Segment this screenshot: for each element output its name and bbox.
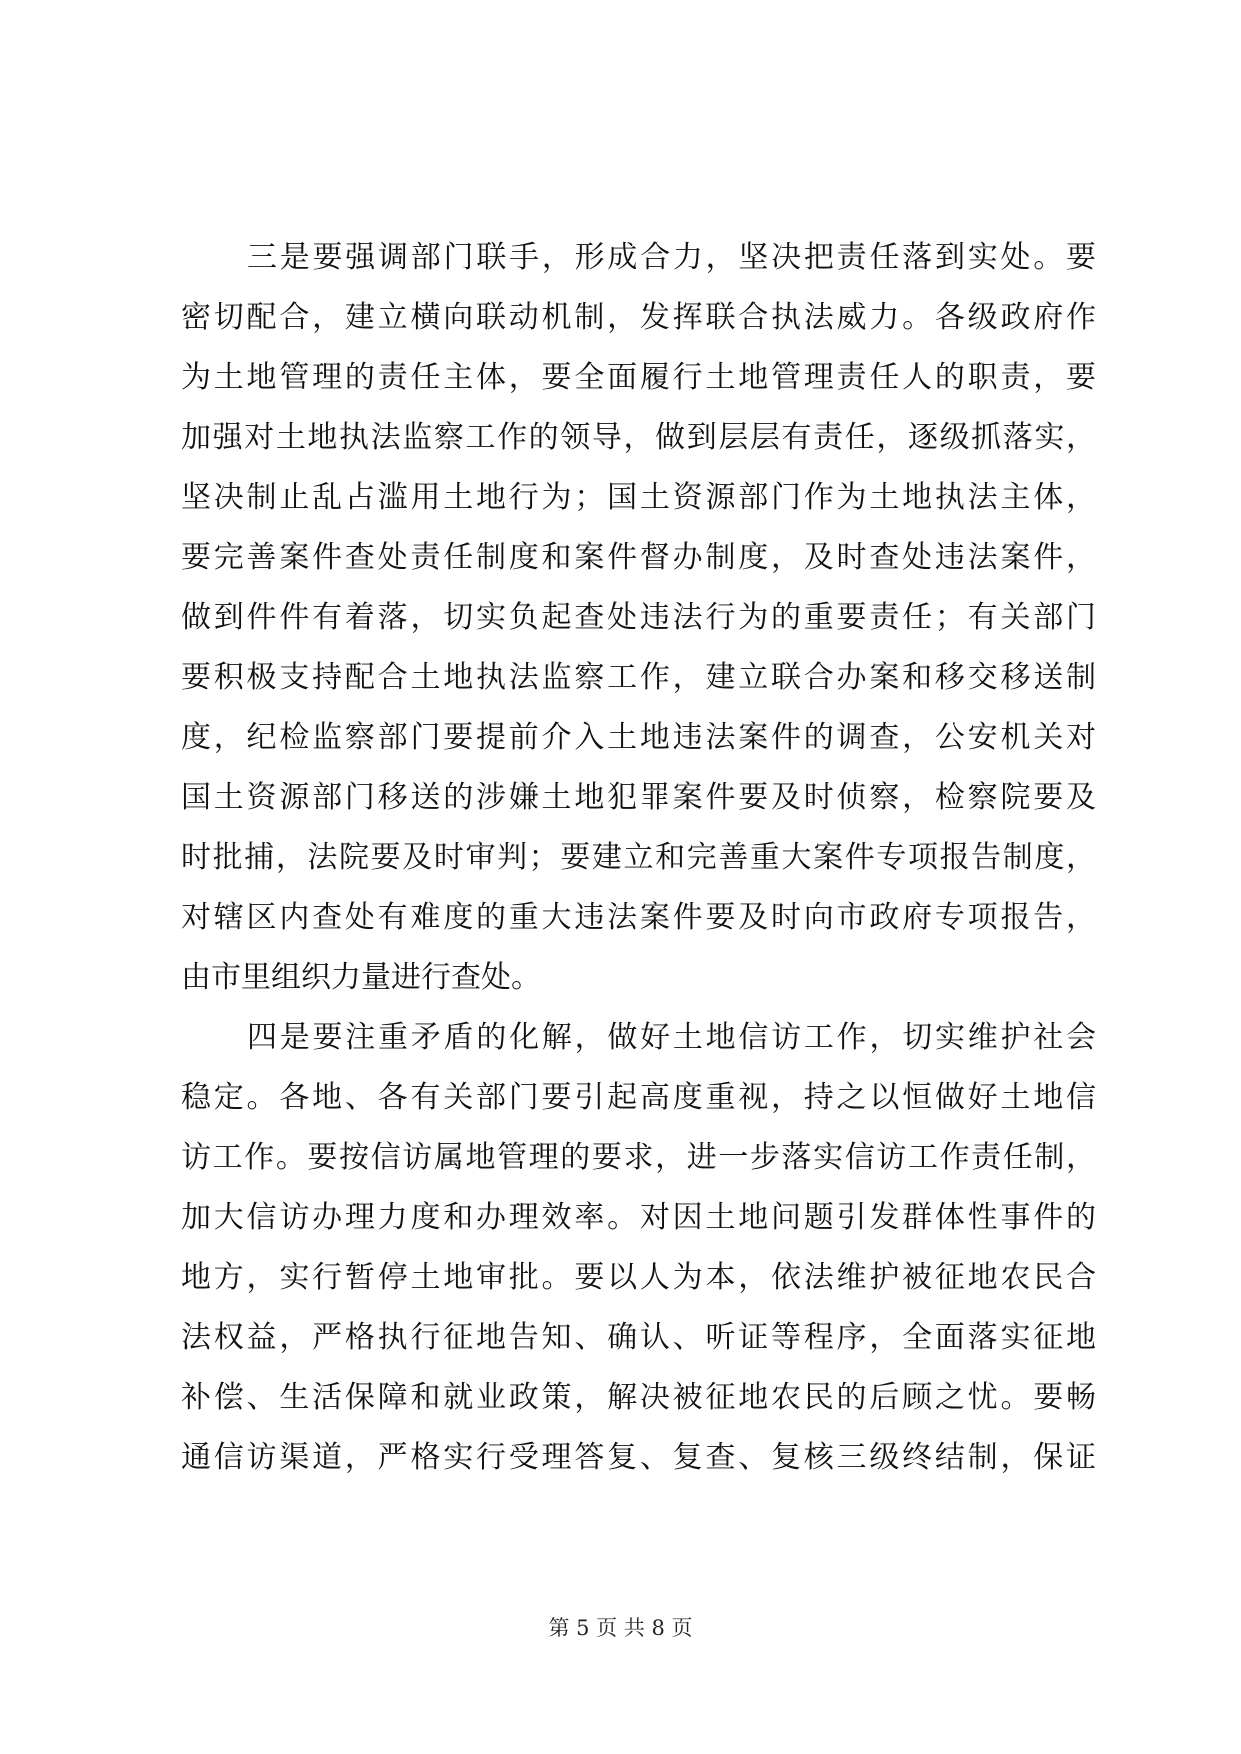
text-line: 地方，实行暂停土地审批。要以人为本，依法维护被征地农民合 [181,1260,1096,1295]
text-line: 为土地管理的责任主体，要全面履行土地管理责任人的职责，要 [181,360,1096,395]
text-line: 国土资源部门移送的涉嫌土地犯罪案件要及时侦察，检察院要及 [181,780,1096,815]
text-line: 三是要强调部门联手，形成合力，坚决把责任落到实处。要 [247,240,1096,275]
text-line: 对辖区内查处有难度的重大违法案件要及时向市政府专项报告， [181,900,1096,935]
text-line: 要积极支持配合土地执法监察工作，建立联合办案和移交移送制 [181,660,1096,695]
text-line: 访工作。要按信访属地管理的要求，进一步落实信访工作责任制， [181,1140,1096,1175]
paragraph-2 [181,1008,1096,1488]
text-line: 加大信访办理力度和办理效率。对因土地问题引发群体性事件的 [181,1200,1096,1235]
text-line: 做到件件有着落，切实负起查处违法行为的重要责任；有关部门 [181,600,1096,635]
paragraph-1 [181,228,1096,1008]
text-line: 通信访渠道，严格实行受理答复、复查、复核三级终结制，保证 [181,1440,1096,1475]
text-line: 密切配合，建立横向联动机制，发挥联合执法威力。各级政府作 [181,300,1096,335]
text-line: 时批捕，法院要及时审判；要建立和完善重大案件专项报告制度， [181,840,1096,875]
text-line: 四是要注重矛盾的化解，做好土地信访工作，切实维护社会 [247,1020,1096,1055]
text-line: 补偿、生活保障和就业政策，解决被征地农民的后顾之忧。要畅 [181,1380,1096,1415]
body-text [181,228,1096,1488]
text-line: 稳定。各地、各有关部门要引起高度重视，持之以恒做好土地信 [181,1080,1096,1115]
text-line: 由市里组织力量进行查处。 [181,960,541,995]
text-line: 坚决制止乱占滥用土地行为；国土资源部门作为土地执法主体， [181,480,1096,515]
text-line: 度，纪检监察部门要提前介入土地违法案件的调查，公安机关对 [181,720,1096,755]
text-line: 要完善案件查处责任制度和案件督办制度，及时查处违法案件， [181,540,1096,575]
text-line: 法权益，严格执行征地告知、确认、听证等程序，全面落实征地 [181,1320,1096,1355]
text-line: 加强对土地执法监察工作的领导，做到层层有责任，逐级抓落实， [181,420,1096,455]
page-number-footer: 第 5 页 共 8 页 [548,1616,693,1640]
